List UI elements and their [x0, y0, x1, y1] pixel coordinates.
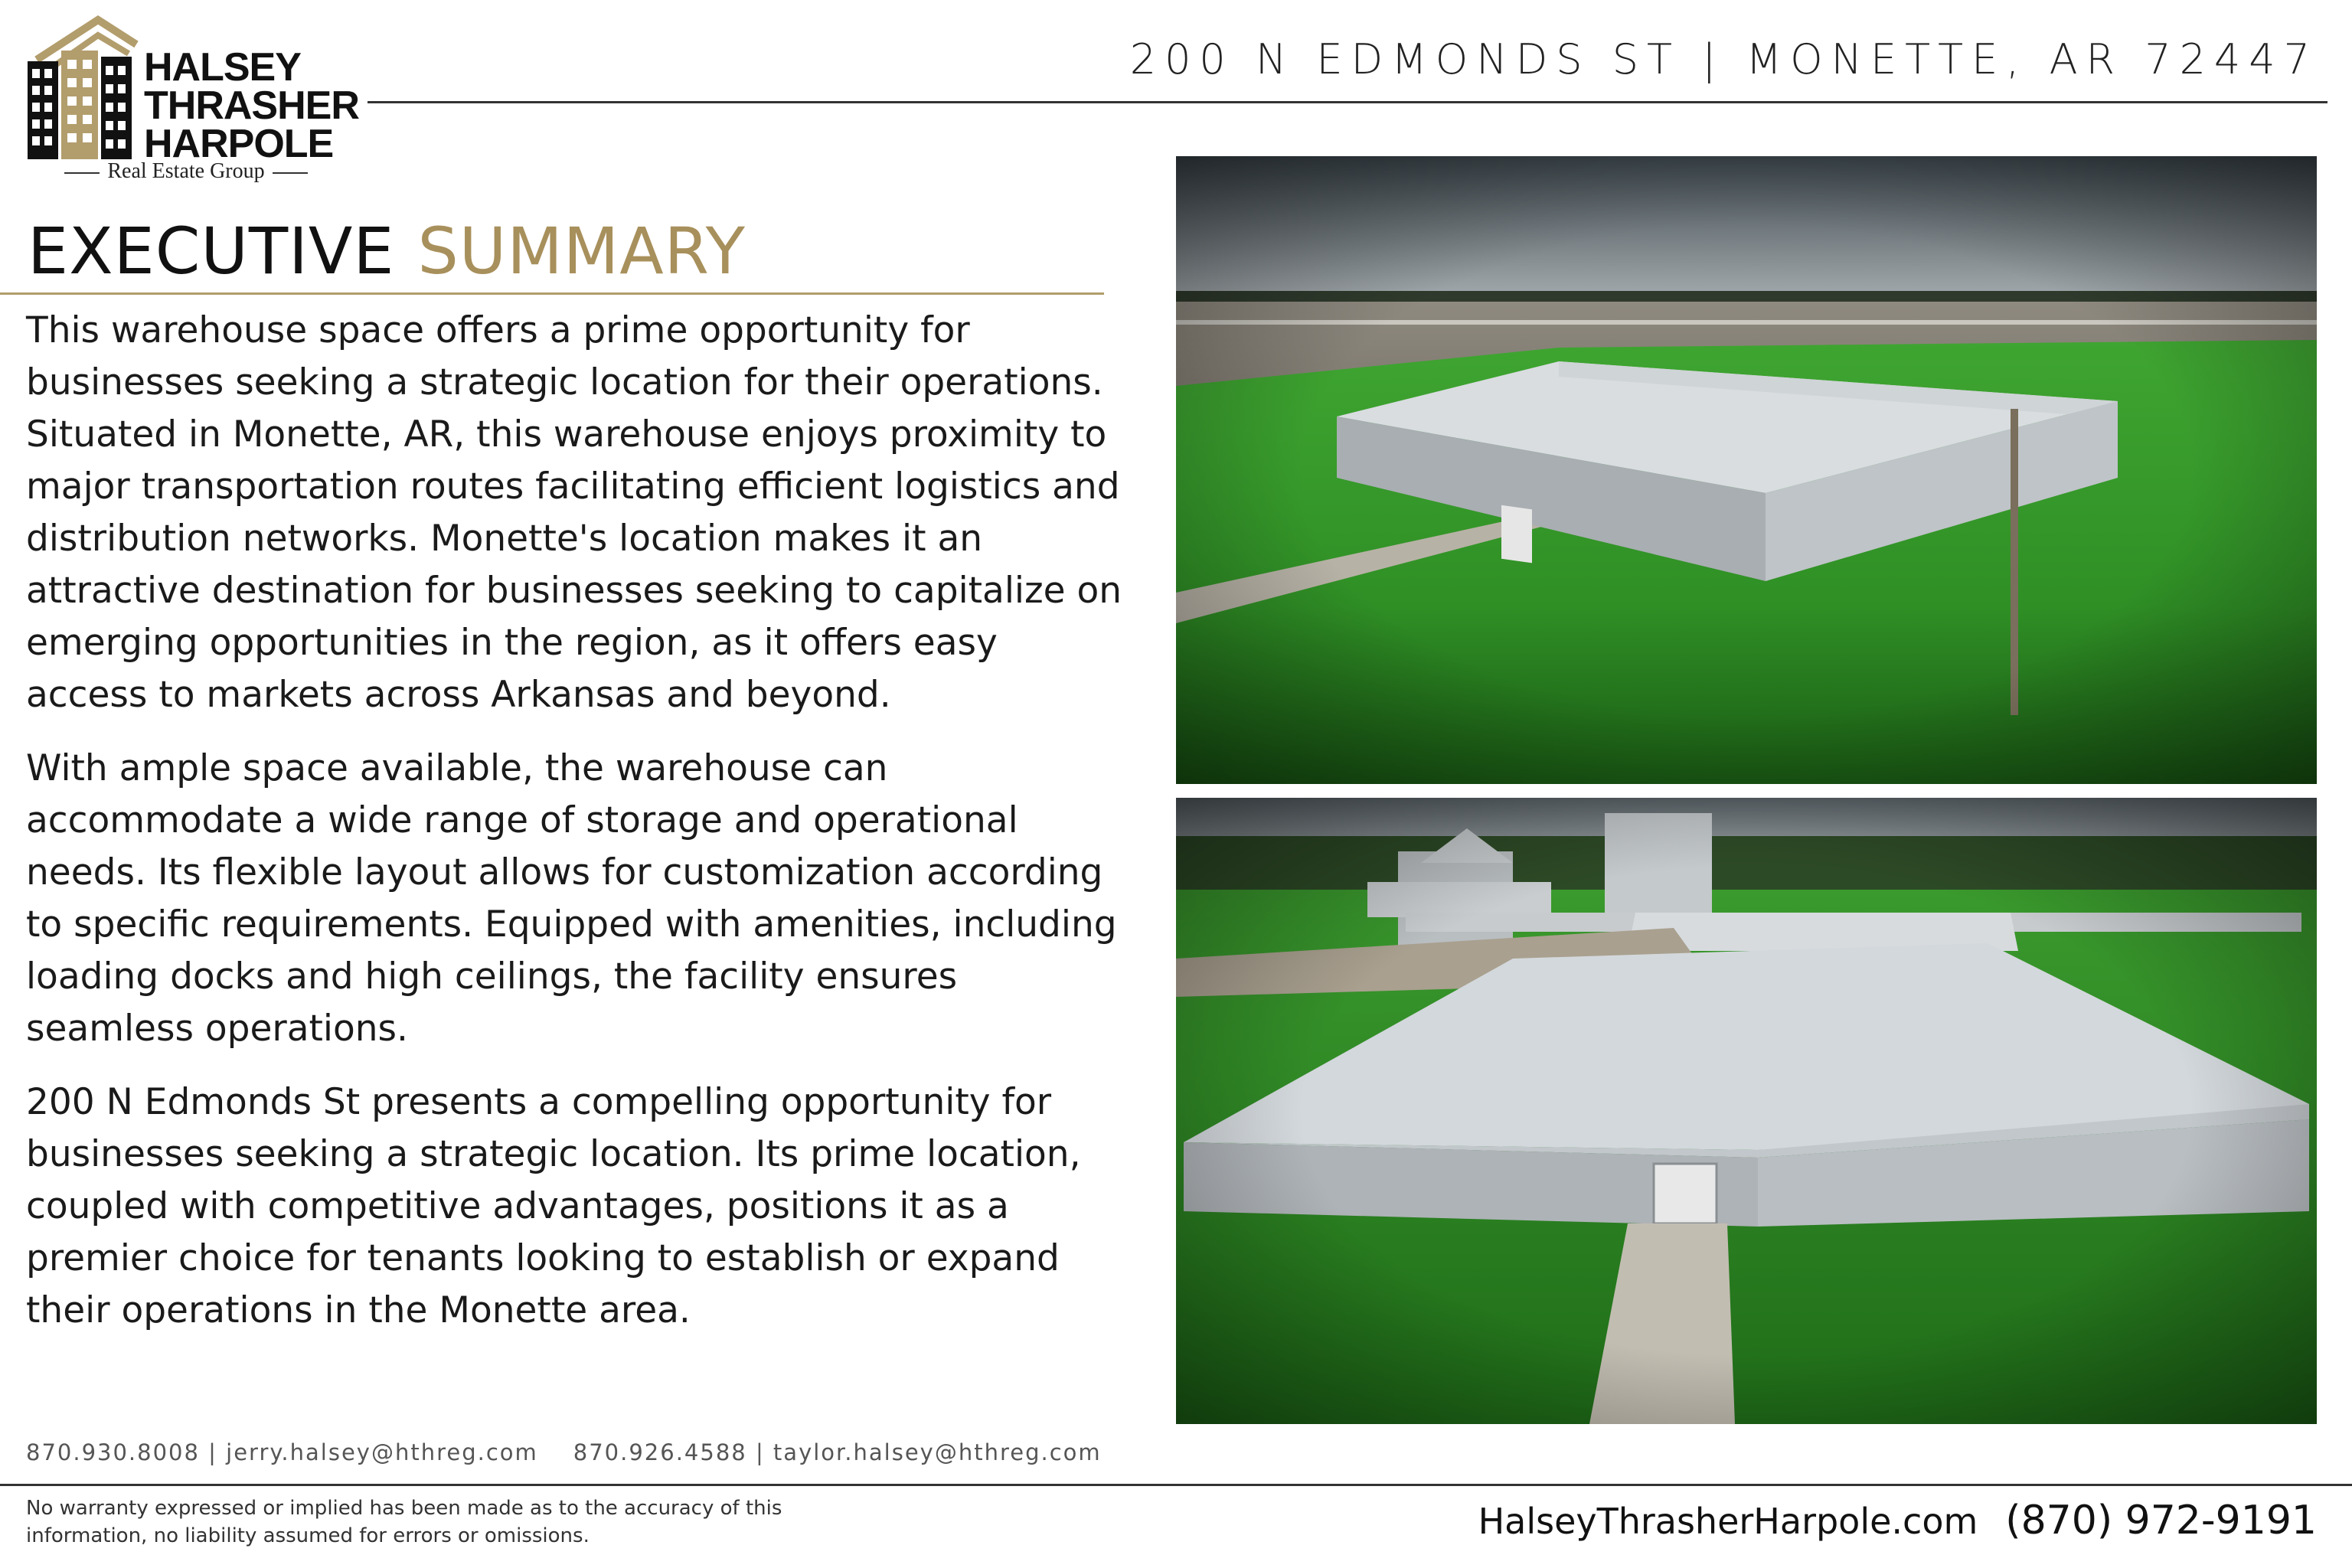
- disclaimer-text: No warranty expressed or implied has been made as to the accuracy of this information, no liability assumed for errors or omissions.: [26, 1497, 782, 1547]
- summary-paragraph-3: 200 N Edmonds St presents a compelling opportunity for businesses seeking a strategic location. Its prime location, coupled with competitive advantages, positions it as a premier choice for tenants looking to establish or expand their operations in the Monette area.: [26, 1081, 1081, 1331]
- aerial-warehouse-complex-photo: [1176, 798, 2317, 1424]
- property-address: 200 N EDMONDS ST | MONETTE, AR 72447: [1129, 35, 2318, 83]
- building-icon: [21, 14, 144, 159]
- title-executive: EXECUTIVE: [28, 214, 395, 289]
- logo-tagline: Real Estate Group: [37, 159, 335, 184]
- title-divider: [0, 292, 1104, 295]
- footer-branding: [1478, 1498, 2317, 1544]
- website-link[interactable]: HalseyThrasherHarpole.com: [1478, 1501, 1978, 1542]
- footer-divider: [0, 1484, 2352, 1486]
- office-phone[interactable]: (870) 972-9191: [2005, 1498, 2317, 1544]
- aerial-warehouse-photo: [1176, 156, 2317, 784]
- page-title: [28, 213, 746, 289]
- logo-line-halsey: HALSEY: [144, 45, 301, 90]
- company-logo: [21, 14, 359, 191]
- header-divider: [368, 101, 2328, 103]
- contact-taylor[interactable]: 870.926.4588 | taylor.halsey@hthreg.com: [573, 1439, 1102, 1465]
- summary-paragraph-1: This warehouse space offers a prime opportunity for businesses seeking a strategic location for their operations. Situated in Monette, AR, this warehouse enjoys proximity to major transportation routes facilitating efficient logistics and distribution networks. Monette's location makes it an attractive destination for businesses seeking to capitalize on emerging opportunities in the region, as it offers easy access to markets across Arkansas and beyond.: [26, 309, 1122, 716]
- logo-line-harpole: HARPOLE: [144, 122, 334, 166]
- summary-body: [26, 305, 1129, 1358]
- contact-jerry[interactable]: 870.930.8008 | jerry.halsey@hthreg.com: [26, 1439, 538, 1465]
- logo-line-thrasher: THRASHER: [144, 83, 359, 128]
- contact-info: [26, 1439, 1102, 1465]
- title-summary: SUMMARY: [417, 214, 746, 289]
- summary-paragraph-2: With ample space available, the warehouse can accommodate a wide range of storage and operational needs. Its flexible layout allows for customization according to specific requirements. Equipped with amenities, including loading docks and high ceilings, the facility ensures seamless operations.: [26, 747, 1117, 1050]
